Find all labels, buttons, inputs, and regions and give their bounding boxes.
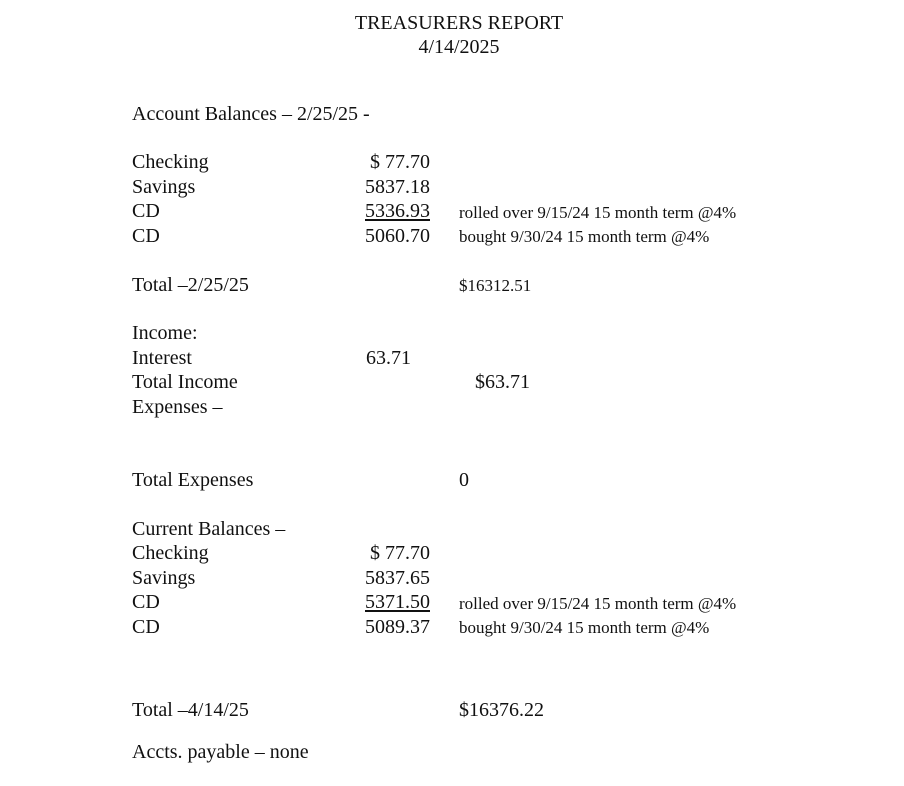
opening-cd1-label: CD <box>132 200 160 222</box>
current-total-label: Total –4/14/25 <box>132 699 249 721</box>
opening-total-label: Total –2/25/25 <box>132 274 249 296</box>
opening-cd2-note: bought 9/30/24 15 month term @4% <box>459 227 710 246</box>
report-date: 4/14/2025 <box>418 36 500 58</box>
current-cd1-note: rolled over 9/15/24 15 month term @4% <box>459 594 737 613</box>
income-heading: Income: <box>132 322 198 344</box>
current-checking-amount: $ 77.70 <box>370 542 430 564</box>
opening-cd2-amount: 5060.70 <box>365 225 430 247</box>
current-balances-heading: Current Balances – <box>132 518 286 540</box>
current-savings-amount: 5837.65 <box>365 567 430 589</box>
current-cd1-amount: 5371.50 <box>365 591 430 613</box>
current-cd2-amount: 5089.37 <box>365 616 430 638</box>
current-savings-label: Savings <box>132 567 196 589</box>
opening-cd1-note: rolled over 9/15/24 15 month term @4% <box>459 203 737 222</box>
interest-amount: 63.71 <box>366 347 411 369</box>
report-title: TREASURERS REPORT <box>354 12 564 34</box>
total-expenses-value: 0 <box>459 469 469 491</box>
opening-balances-heading: Account Balances – 2/25/25 - <box>132 103 370 125</box>
total-income-label: Total Income <box>132 371 238 393</box>
current-checking-label: Checking <box>132 542 209 564</box>
opening-checking-label: Checking <box>132 151 209 173</box>
opening-cd1-amount: 5336.93 <box>365 200 430 222</box>
total-expenses-label: Total Expenses <box>132 469 254 491</box>
current-cd2-label: CD <box>132 616 160 638</box>
opening-cd2-label: CD <box>132 225 160 247</box>
current-total-value: $16376.22 <box>459 699 544 721</box>
current-cd1-label: CD <box>132 591 160 613</box>
opening-checking-amount: $ 77.70 <box>370 151 430 173</box>
expenses-heading: Expenses – <box>132 396 223 418</box>
current-cd2-note: bought 9/30/24 15 month term @4% <box>459 618 710 637</box>
total-income-value: $63.71 <box>475 371 530 393</box>
opening-savings-amount: 5837.18 <box>365 176 430 198</box>
opening-savings-label: Savings <box>132 176 196 198</box>
opening-total-value: $16312.51 <box>459 276 532 295</box>
interest-label: Interest <box>132 347 192 369</box>
accounts-payable-line: Accts. payable – none <box>132 741 309 763</box>
